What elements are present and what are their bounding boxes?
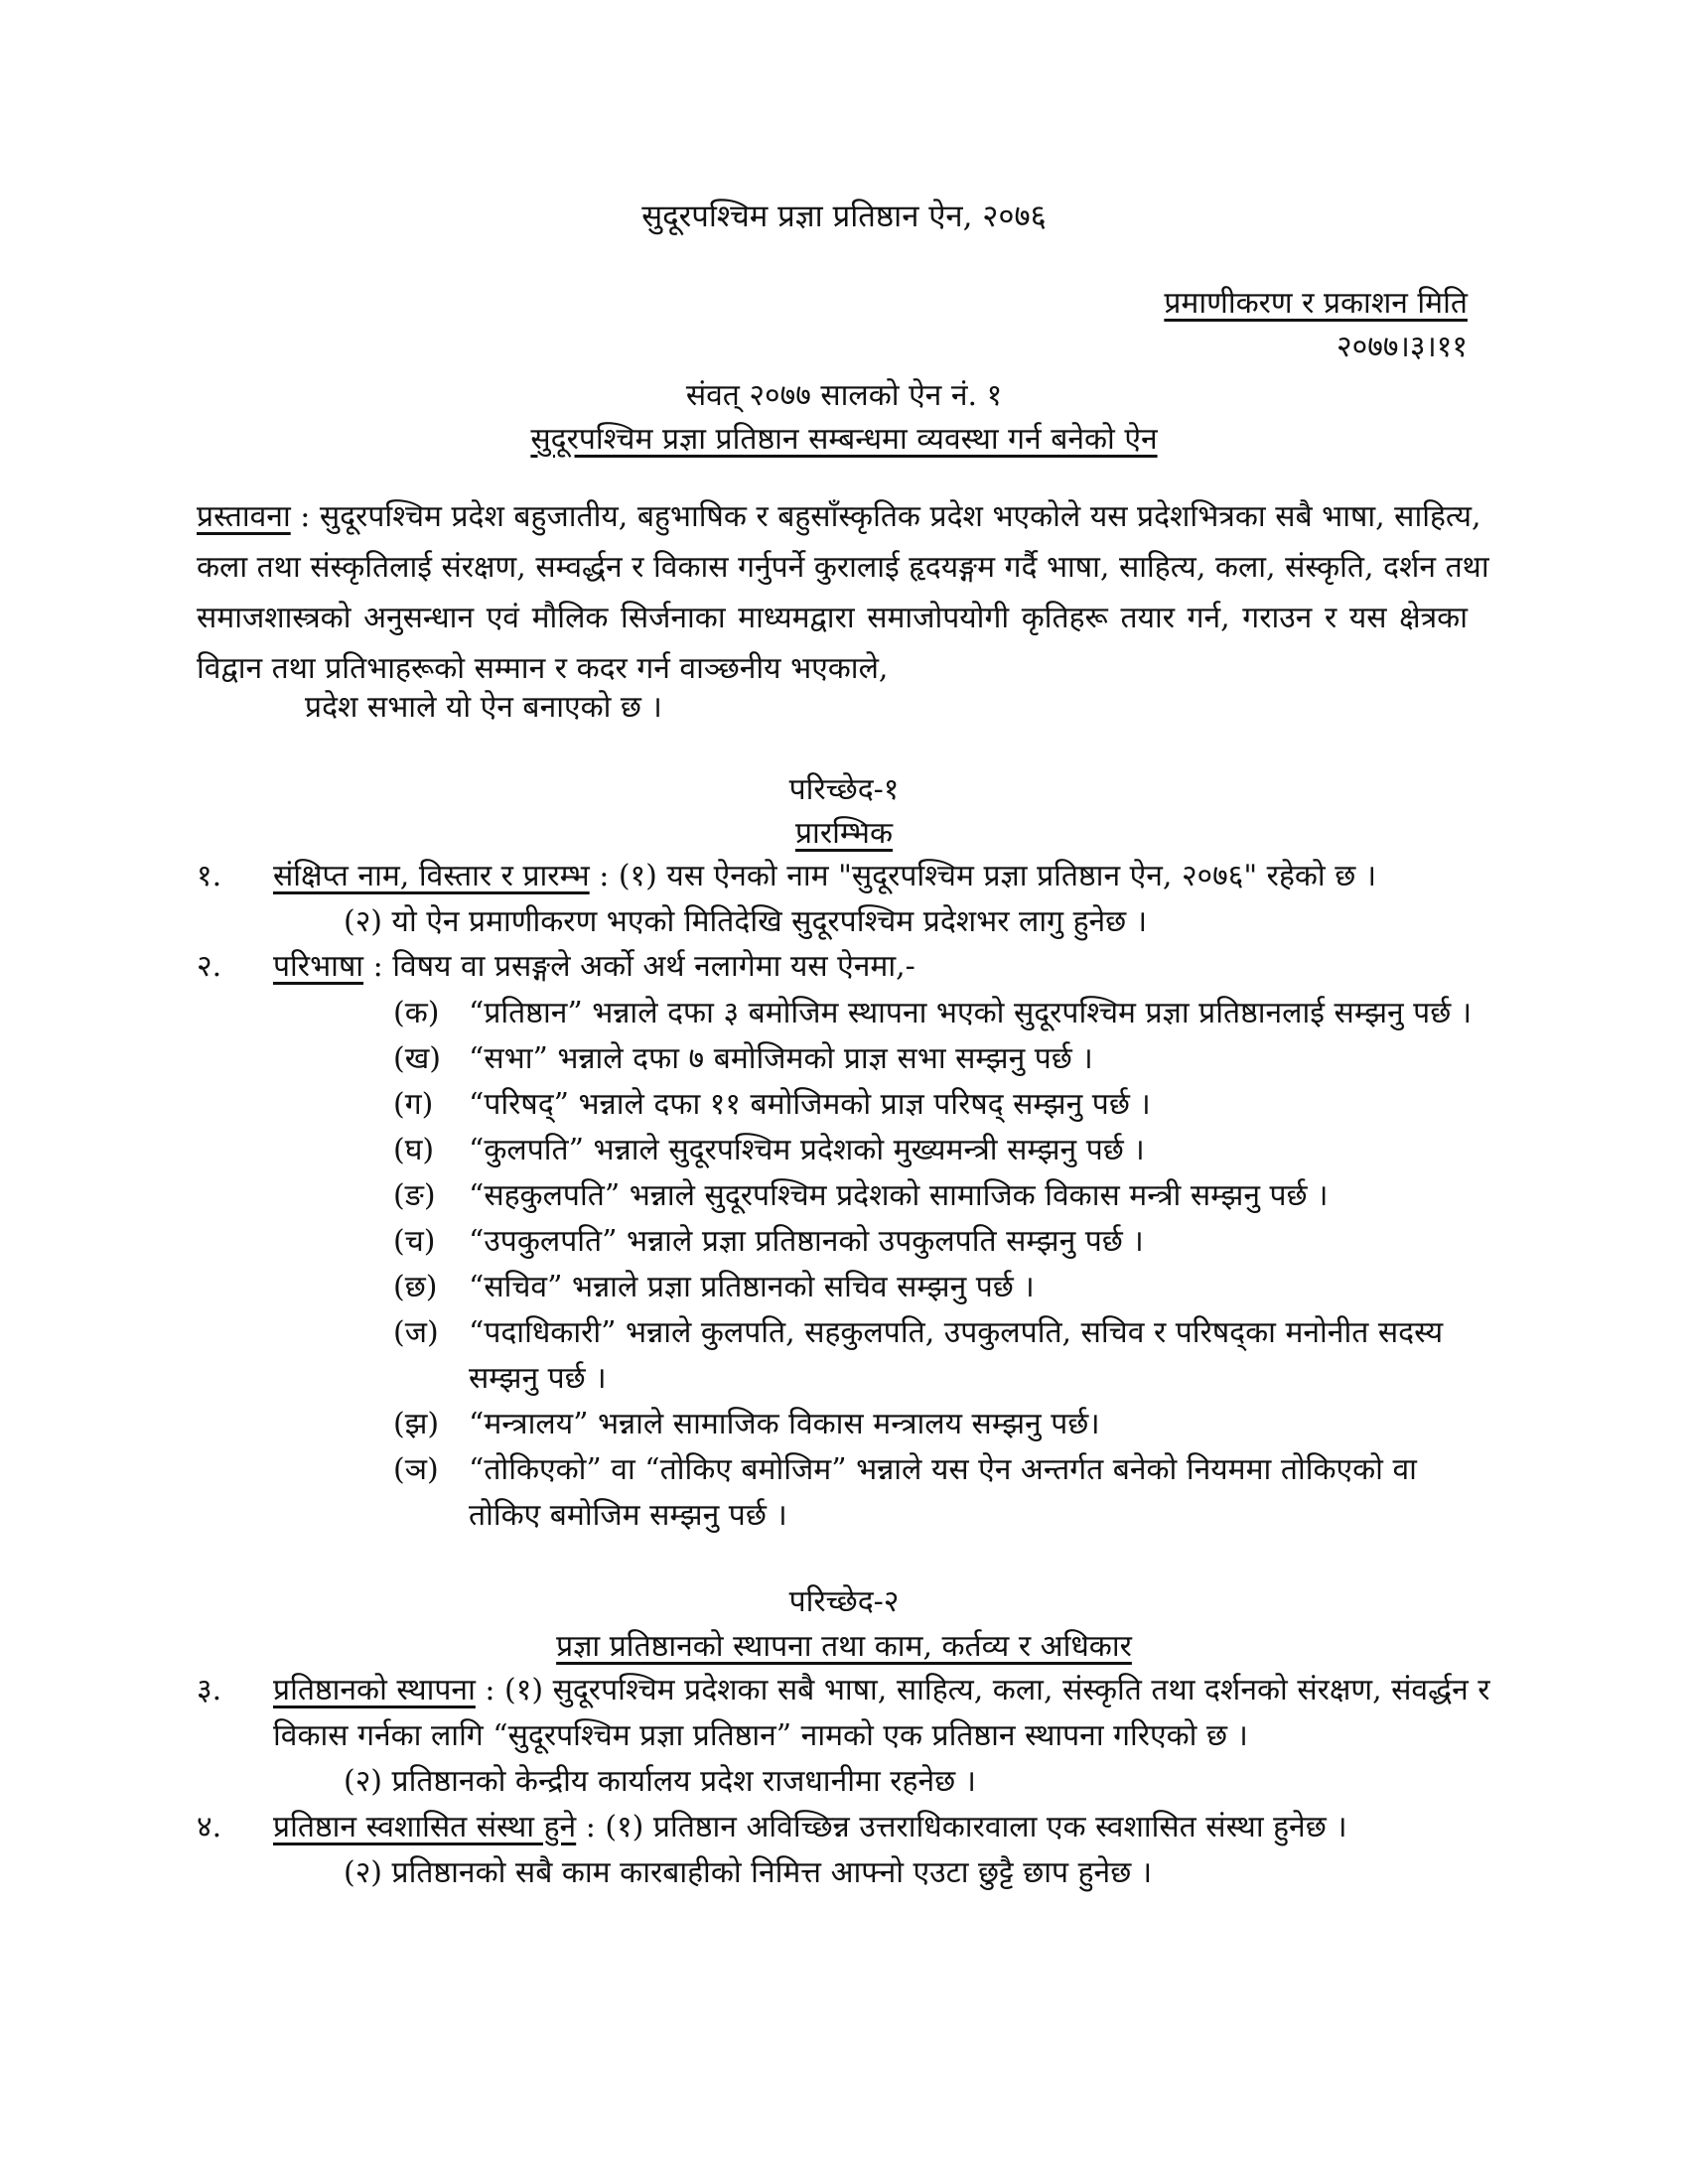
section-3-heading: प्रतिष्ठानको स्थापना	[273, 1673, 476, 1707]
authentication-date: २०७७।३।११	[1336, 330, 1468, 364]
chapter-1-number: परिच्छेद-१	[788, 772, 900, 807]
act-description: सुदूरपश्चिम प्रज्ञा प्रतिष्ठान सम्बन्धमा व्यवस्था गर्न बनेको ऐन	[530, 422, 1158, 457]
section-2-text: : विषय वा प्रसङ्गले अर्को अर्थ नलागेमा यस ऐनमा,-	[363, 949, 915, 984]
chapter-1-title: प्रारम्भिक	[794, 816, 893, 851]
section-4-text: : (१) प्रतिष्ठान अविच्छिन्न उत्तराधिकारवाला एक स्वशासित संस्था हुनेछ ।	[576, 1810, 1347, 1844]
preamble	[197, 491, 1489, 694]
section-1-number: १.	[197, 859, 222, 893]
section-1-sub-2: (२) यो ऐन प्रमाणीकरण भएको मितिदेखि सुदूरपश्चिम प्रदेशभर लागु हुनेछ ।	[344, 904, 1148, 939]
chapter-2-title: प्रज्ञा प्रतिष्ठानको स्थापना तथा काम, कर्तव्य र अधिकार	[556, 1629, 1132, 1664]
section-4-heading: प्रतिष्ठान स्वशासित संस्था हुने	[273, 1810, 577, 1844]
section-2-heading: परिभाषा	[273, 949, 364, 984]
document-page: सुदूरपश्चिम प्रज्ञा प्रतिष्ठान ऐन, २०७६ प्रमाणीकरण र प्रकाशन मिति २०७७।३।११ संवत् २०७७ सालको ऐन नं. १ सुदूरपश्चिम प्रज्ञा प्रतिष्ठान सम्बन्धमा व्यवस्था गर्न बनेको ऐन प्रस्तावना : सुदूरपश्चिम प्रदेश बहुजातीय, बहुभाषिक र बहुसाँस्कृतिक प्रदेश भएकोले यस प्रदेशभित्रका सबै भाषा, साहित्य, कला तथा संस्कृतिलाई संरक्षण, सम्वर्द्धन र विकास गर्नुपर्ने कुरालाई हृदयङ्गम गर्दै भाषा, साहित्य, कला, संस्कृति, दर्शन तथा समाजशास्त्रको अनुसन्धान एवं मौलिक सिर्जनाका माध्यमद्वारा समाजोपयोगी कृतिहरू तयार गर्न, गराउन र यस क्षेत्रका विद्वान तथा प्रतिभाहरूको सम्मान र कदर गर्न वाञ्छनीय भएकाले, प्रदेश सभाले यो ऐन बनाएको छ । परिच्छेद-१ प्रारम्भिक १. संक्षिप्त नाम, विस्तार र प्रारम्भ : (१) यस ऐनको नाम "सुदूरपश्चिम प्रज्ञा प्रतिष्ठान ऐन, २०७६" रहेको छ । (२) यो ऐन प्रमाणीकरण भएको मितिदेखि सुदूरपश्चिम प्रदेशभर लागु हुनेछ । २. परिभाषा : विषय वा प्रसङ्गले अर्को अर्थ नलागेमा यस ऐनमा,- (क) “प्रतिष्ठान” भन्नाले दफा ३ बमोजिम स्थापना भएको सुदूरपश्चिम प्रज्ञा प्रतिष्ठानलाई सम्झनु पर्छ । (ख) “सभा” भन्नाले दफा ७ बमोजिमको प्राज्ञ सभा सम्झनु पर्छ । (ग) “परिषद्” भन्नाले दफा ११ बमोजिमको प्राज्ञ परिषद् सम्झनु पर्छ । (घ) “कुलपति” भन्नाले सुदूरपश्चिम प्रदेशको मुख्यमन्त्री सम्झनु पर्छ । (ङ) “सहकुलपति” भन्नाले सुदूरपश्चिम प्रदेशको सामाजिक विकास मन्त्री सम्झनु पर्छ । (च) “उपकुलपति” भन्नाले प्रज्ञा प्रतिष्ठानको उपकुलपति सम्झनु पर्छ । (छ) “सचिव” भन्नाले प्रज्ञा प्रतिष्ठानको सचिव सम्झनु पर्छ । (ज) “पदाधिकारी” भन्नाले कुलपति, सहकुलपति, उपकुलपति, सचिव र परिषद्का मनोनीत सदस्य सम्झनु पर्छ । (झ) “मन्त्रालय” भन्नाले सामाजिक विकास मन्त्रालय सम्झनु पर्छ। (ञ) “तोकिएको” वा “तोकिए बमोजिम” भन्नाले यस ऐन अन्तर्गत बनेको नियममा तोकिएको वा तोकिए बमोजिम सम्झनु पर्छ । परिच्छेद-२ प्रज्ञा प्रतिष्ठानको स्थापना तथा काम, कर्तव्य र अधिकार ३. प्रतिष्ठानको स्थापना : (१) सुदूरपश्चिम प्रदेशका सबै भाषा, साहित्य, कला, संस्कृति तथा दर्शनको संरक्षण, संवर्द्धन र विकास गर्नका लागि “सुदूरपश्चिम प्रज्ञा प्रतिष्ठान” नामको एक प्रतिष्ठान स्थापना गरिएको छ । (२) प्रतिष्ठानको केन्द्रीय कार्यालय प्रदेश राजधानीमा रहनेछ । ४. प्रतिष्ठान स्वशासित संस्था हुने : (१) प्रतिष्ठान अविच्छिन्न उत्तराधिकारवाला एक स्वशासित संस्था हुनेछ । (२) प्रतिष्ठानको सबै काम कारबाहीको निमित्त आफ्नो एउटा छुट्टै छाप हुनेछ ।	[0, 0, 1688, 2184]
enactment-clause: प्रदेश सभाले यो ऐन बनाएको छ ।	[305, 690, 662, 725]
preamble-line-2: कला तथा संस्कृतिलाई संरक्षण, सम्वर्द्धन र विकास गर्नुपर्ने कुरालाई हृदयङ्गम गर्दै भाषा, साहित्य, कला, संस्कृति, दर्शन तथा	[197, 550, 1489, 585]
section-4-number: ४.	[197, 1810, 222, 1844]
preamble-line-1: प्रस्तावना : सुदूरपश्चिम प्रदेश बहुजातीय, बहुभाषिक र बहुसाँस्कृतिक प्रदेश भएकोले यस प्रदेशभित्रका सबै भाषा, साहित्य,	[197, 499, 1481, 534]
act-number: संवत् २०७७ सालको ऐन नं. १	[685, 378, 1003, 413]
authentication-label: प्रमाणीकरण र प्रकाशन मिति	[1164, 286, 1468, 321]
section-3-line-2: विकास गर्नका लागि “सुदूरपश्चिम प्रज्ञा प्रतिष्ठान” नामको एक प्रतिष्ठान स्थापना गरिएको छ ।	[273, 1718, 1248, 1753]
preamble-line-4: विद्वान तथा प्रतिभाहरूको सम्मान र कदर गर्न वाञ्छनीय भएकाले,	[197, 651, 889, 686]
section-1-heading: संक्षिप्त नाम, विस्तार र प्रारम्भ	[273, 859, 590, 893]
section-3-line-1: : (१) सुदूरपश्चिम प्रदेशका सबै भाषा, साहित्य, कला, संस्कृति तथा दर्शनको संरक्षण, संवर्द्धन र	[475, 1673, 1490, 1707]
section-1-text: : (१) यस ऐनको नाम "सुदूरपश्चिम प्रज्ञा प्रतिष्ठान ऐन, २०७६" रहेको छ ।	[589, 859, 1377, 893]
preamble-label: प्रस्तावना	[197, 499, 291, 534]
preamble-line-3: समाजशास्त्रको अनुसन्धान एवं मौलिक सिर्जनाका माध्यमद्वारा समाजोपयोगी कृतिहरू तयार गर्न, गराउन र यस क्षेत्रका	[197, 601, 1468, 635]
section-3-number: ३.	[197, 1673, 222, 1707]
section-4-sub-2: (२) प्रतिष्ठानको सबै काम कारबाहीको निमित्त आफ्नो एउटा छुट्टै छाप हुनेछ ।	[344, 1855, 1153, 1890]
section-2-number: २.	[197, 949, 222, 984]
section-3-sub-2: (२) प्रतिष्ठानको केन्द्रीय कार्यालय प्रदेश राजधानीमा रहनेछ ।	[344, 1764, 977, 1799]
chapter-2-number: परिच्छेद-२	[788, 1584, 900, 1619]
act-title: सुदूरपश्चिम प्रज्ञा प्रतिष्ठान ऐन, २०७६	[641, 199, 1047, 234]
